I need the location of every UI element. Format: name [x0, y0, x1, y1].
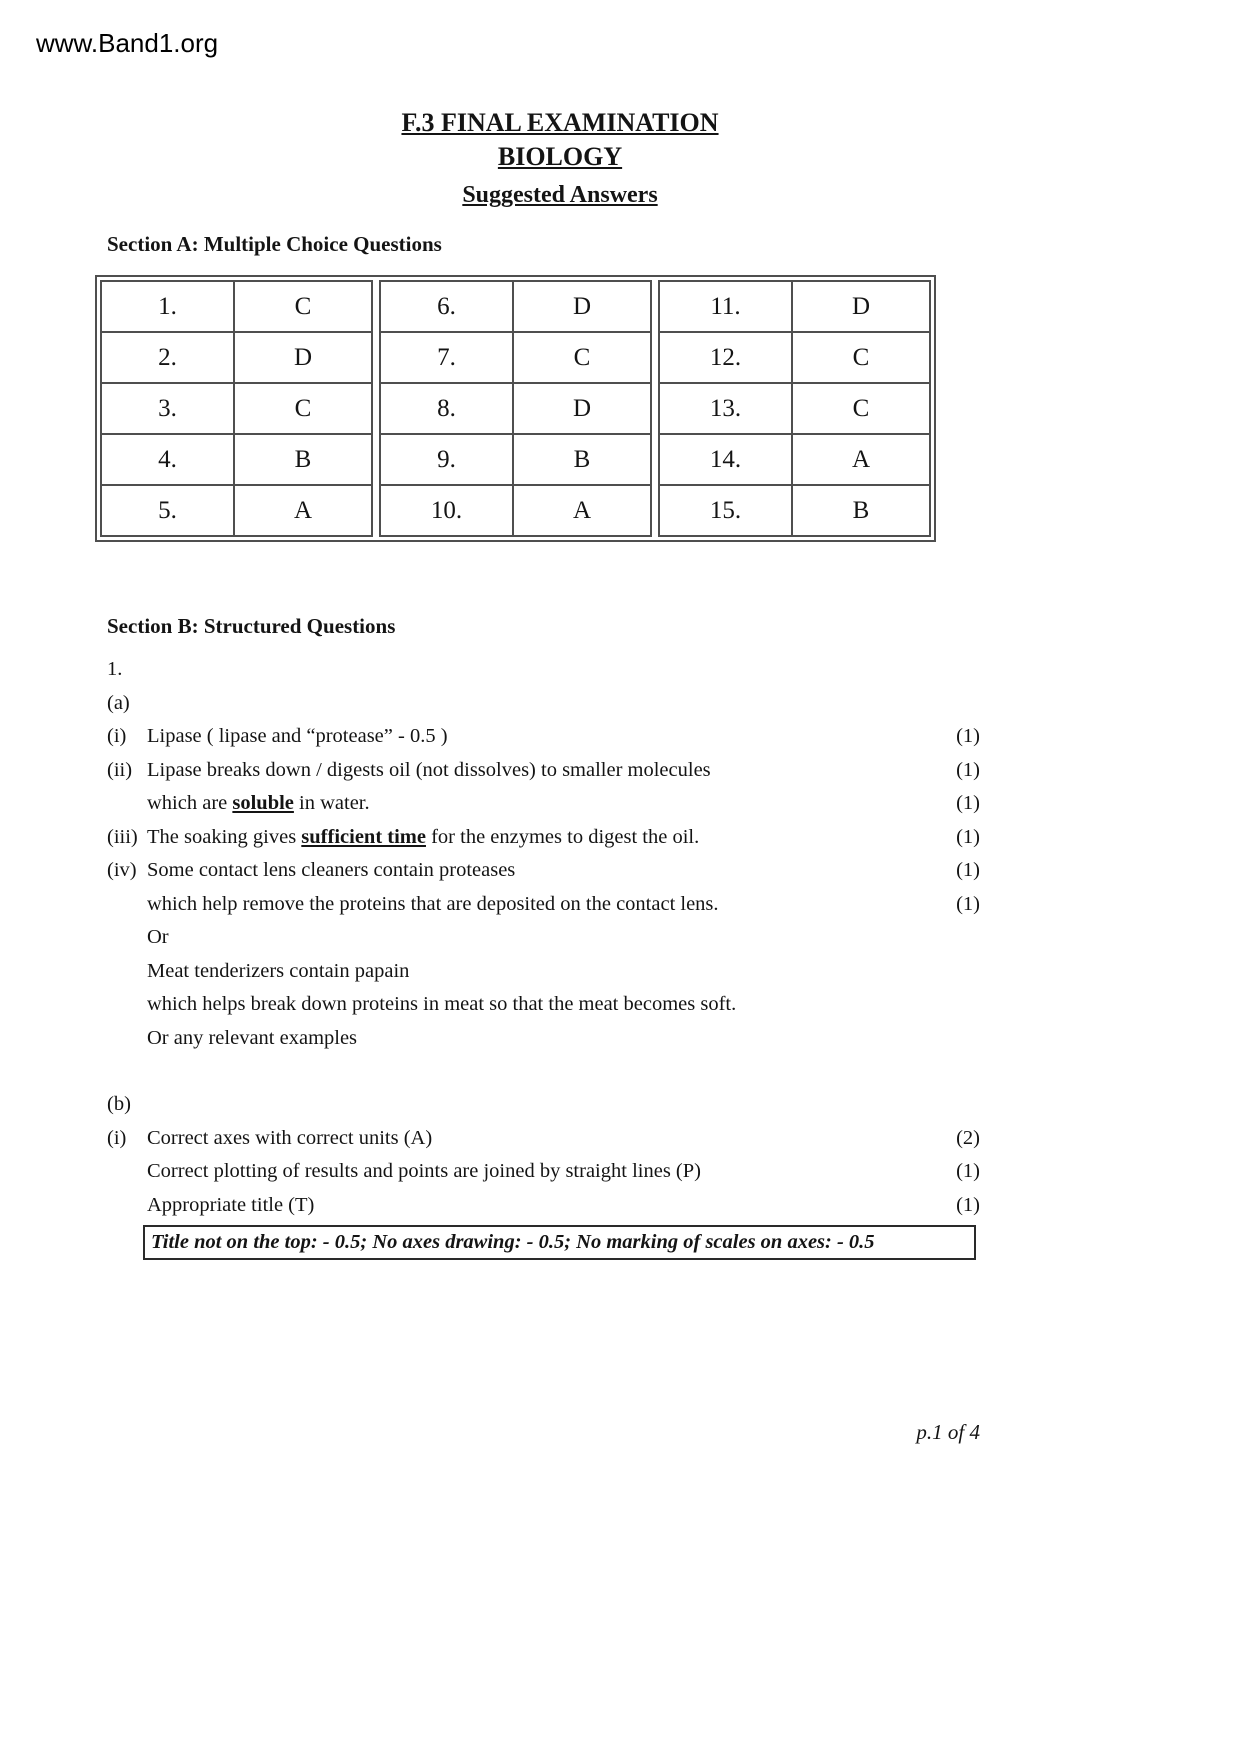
table-row: [659, 383, 930, 434]
section-a-heading: Section A: Multiple Choice Questions: [107, 232, 442, 256]
mc-answer-cell: C: [513, 332, 651, 383]
table-row: [380, 332, 651, 383]
penalty-note-box: Title not on the top: - 0.5; No axes drawing: - 0.5; No marking of scales on axes: - 0.5: [143, 1225, 976, 1260]
or-relevant-examples-line: [107, 1022, 980, 1056]
answer-text: Or any relevant examples: [147, 1026, 358, 1049]
section-b-heading: Section B: Structured Questions: [107, 614, 396, 638]
answer-line-a-iv-cont: [107, 888, 980, 922]
subject-title: BIOLOGY: [497, 142, 623, 171]
table-row: [659, 281, 930, 332]
mc-answer-table: [95, 275, 936, 542]
answer-text: which helps break down proteins in meat so that the meat becomes soft.: [147, 993, 737, 1015]
table-row: [101, 332, 372, 383]
mc-number-cell: 15.: [659, 485, 792, 536]
mc-subtable-1: [100, 280, 373, 537]
site-watermark: www.Band1.org: [36, 28, 219, 58]
answer-text: [147, 787, 934, 821]
mc-answer-cell: C: [234, 383, 372, 434]
part-b-label: (b): [107, 1093, 131, 1115]
answer-line-a-iv: [107, 854, 980, 888]
alternative-answer-line-2: [107, 988, 980, 1022]
title-block: [0, 106, 1120, 209]
answer-line-a-i: [107, 720, 980, 754]
table-row: [101, 281, 372, 332]
mc-answer-cell: B: [792, 485, 930, 536]
answer-line-a-iii: [107, 821, 980, 855]
page-number: p.1 of 4: [916, 1420, 980, 1444]
or-separator-line: [107, 921, 980, 955]
part-b-label-line: [107, 1088, 980, 1122]
table-row: [659, 485, 930, 536]
mark-value: (1): [956, 725, 980, 747]
text-segment: in water.: [293, 792, 370, 814]
mark-value: (2): [956, 1126, 980, 1149]
mc-answer-cell: A: [234, 485, 372, 536]
mc-number-cell: 3.: [101, 383, 234, 434]
suggested-answers-title: Suggested Answers: [462, 182, 658, 208]
emphasized-term: sufficient time: [301, 825, 426, 848]
question-number-label: 1.: [107, 658, 123, 680]
mc-answer-cell: D: [792, 281, 930, 332]
text-segment: for the enzymes to digest the oil.: [425, 825, 700, 848]
answer-text: [147, 821, 934, 855]
mc-number-cell: 4.: [101, 434, 234, 485]
page-content: [107, 232, 980, 1260]
mark-value: (1): [956, 892, 980, 915]
mc-answer-cell: D: [234, 332, 372, 383]
answer-text: Lipase breaks down / digests oil (not dissolves) to smaller molecules: [147, 758, 711, 781]
mc-number-cell: 1.: [101, 281, 234, 332]
item-label: (ii): [107, 758, 133, 781]
mc-answer-cell: C: [234, 281, 372, 332]
mc-answer-cell: D: [513, 281, 651, 332]
emphasized-term: soluble: [232, 792, 294, 814]
alternative-answer-line-1: [107, 955, 980, 989]
mc-answer-cell: C: [792, 383, 930, 434]
or-text: Or: [147, 926, 169, 948]
mc-number-cell: 6.: [380, 281, 513, 332]
mc-number-cell: 2.: [101, 332, 234, 383]
mc-answer-cell: D: [513, 383, 651, 434]
mc-answer-cell: B: [234, 434, 372, 485]
table-row: [101, 434, 372, 485]
mark-value: (1): [956, 758, 980, 781]
item-label: (iii): [107, 825, 138, 848]
item-label: (iv): [107, 859, 137, 881]
mc-number-cell: 12.: [659, 332, 792, 383]
answer-line-a-ii: [107, 754, 980, 788]
mark-value: (1): [956, 1160, 980, 1182]
table-row: [659, 434, 930, 485]
answer-line-b-i: [107, 1122, 980, 1156]
question-number: [107, 653, 980, 687]
item-label: (i): [107, 725, 127, 747]
mc-number-cell: 9.: [380, 434, 513, 485]
mark-value: (1): [956, 859, 980, 881]
answer-line-b-plotting: [107, 1155, 980, 1189]
table-row: [380, 434, 651, 485]
answer-text: Some contact lens cleaners contain proteases: [147, 859, 516, 881]
mc-number-cell: 8.: [380, 383, 513, 434]
table-row: [380, 485, 651, 536]
mc-subtable-3: [658, 280, 931, 537]
mc-number-cell: 14.: [659, 434, 792, 485]
text-segment: The soaking gives: [147, 825, 302, 848]
mark-value: (1): [956, 825, 980, 848]
mc-number-cell: 13.: [659, 383, 792, 434]
table-row: [380, 281, 651, 332]
mc-number-cell: 5.: [101, 485, 234, 536]
mc-answer-cell: C: [792, 332, 930, 383]
mc-number-cell: 7.: [380, 332, 513, 383]
answer-text: Lipase ( lipase and “protease” - 0.5 ): [147, 725, 448, 747]
exam-title: F.3 FINAL EXAMINATION: [401, 108, 719, 137]
answer-line-a-ii-cont: [107, 787, 980, 821]
item-label: (i): [107, 1126, 127, 1149]
part-a-label-line: [107, 687, 980, 721]
answer-text: Appropriate title (T): [147, 1193, 315, 1216]
text-segment: which are: [147, 792, 233, 814]
mc-answer-cell: A: [513, 485, 651, 536]
table-row: [659, 332, 930, 383]
answer-text: Correct plotting of results and points are joined by straight lines (P): [147, 1160, 701, 1182]
part-a-label: (a): [107, 691, 130, 714]
table-row: [101, 485, 372, 536]
answer-line-b-title: [107, 1189, 980, 1223]
mc-number-cell: 11.: [659, 281, 792, 332]
answer-text: Meat tenderizers contain papain: [147, 959, 410, 982]
table-row: [380, 383, 651, 434]
table-row: [101, 383, 372, 434]
mc-answer-cell: A: [792, 434, 930, 485]
answer-text: which help remove the proteins that are deposited on the contact lens.: [147, 892, 719, 915]
mark-value: (1): [956, 792, 980, 814]
answer-text: Correct axes with correct units (A): [147, 1126, 433, 1149]
mark-value: (1): [956, 1193, 980, 1216]
mc-answer-cell: B: [513, 434, 651, 485]
mc-number-cell: 10.: [380, 485, 513, 536]
mc-subtable-2: [379, 280, 652, 537]
section-b-body: [107, 653, 980, 1260]
